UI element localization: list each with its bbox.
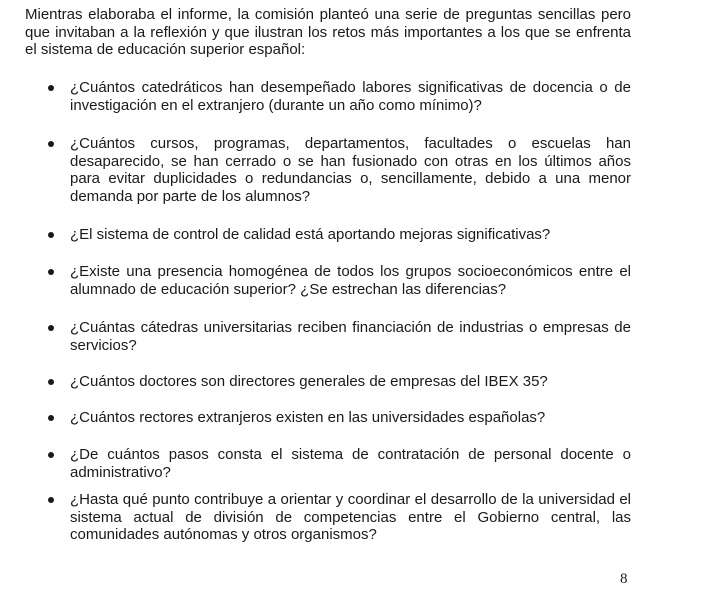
question-text: ¿Hasta qué punto contribuye a orientar y coordinar el desarrollo de la universidad el sistema actual de división de competencias entre el Gobierno central, las comunidades autónomas y otros organismos? (70, 491, 631, 543)
question-text: ¿Existe una presencia homogénea de todos los grupos socioeconómicos entre el alumnado de educación superior? ¿Se estrechan las diferencias? (70, 263, 631, 298)
question-text: ¿De cuántos pasos consta el sistema de contratación de personal docente o administrativo? (70, 446, 631, 481)
question-text: ¿Cuántos doctores son directores generales de empresas del IBEX 35? (70, 373, 548, 390)
question-text: ¿Cuántos rectores extranjeros existen en las universidades españolas? (70, 409, 546, 426)
intro-paragraph: Mientras elaboraba el informe, la comisión planteó una serie de preguntas sencillas pero que invitaban a la reflexión y que ilustran los retos más importantes a los que se enfrenta el sistema de educación superior español: (25, 6, 631, 58)
question-text: ¿Cuántas cátedras universitarias reciben financiación de industrias o empresas de servicios? (70, 319, 631, 354)
question-text: ¿Cuántos catedráticos han desempeñado labores significativas de docencia o de investigación en el extranjero (durante un año como mínimo)? (70, 79, 631, 114)
question-text: ¿Cuántos cursos, programas, departamentos, facultades o escuelas han desaparecido, se han cerrado o se han fusionado con otras en los últimos años para evitar duplicidades o redundancias o, sencillamente, debido a una menor demanda por parte de los alumnos? (70, 135, 631, 205)
page-number: 8 (620, 571, 628, 587)
question-text: ¿El sistema de control de calidad está aportando mejoras significativas? (70, 226, 551, 243)
